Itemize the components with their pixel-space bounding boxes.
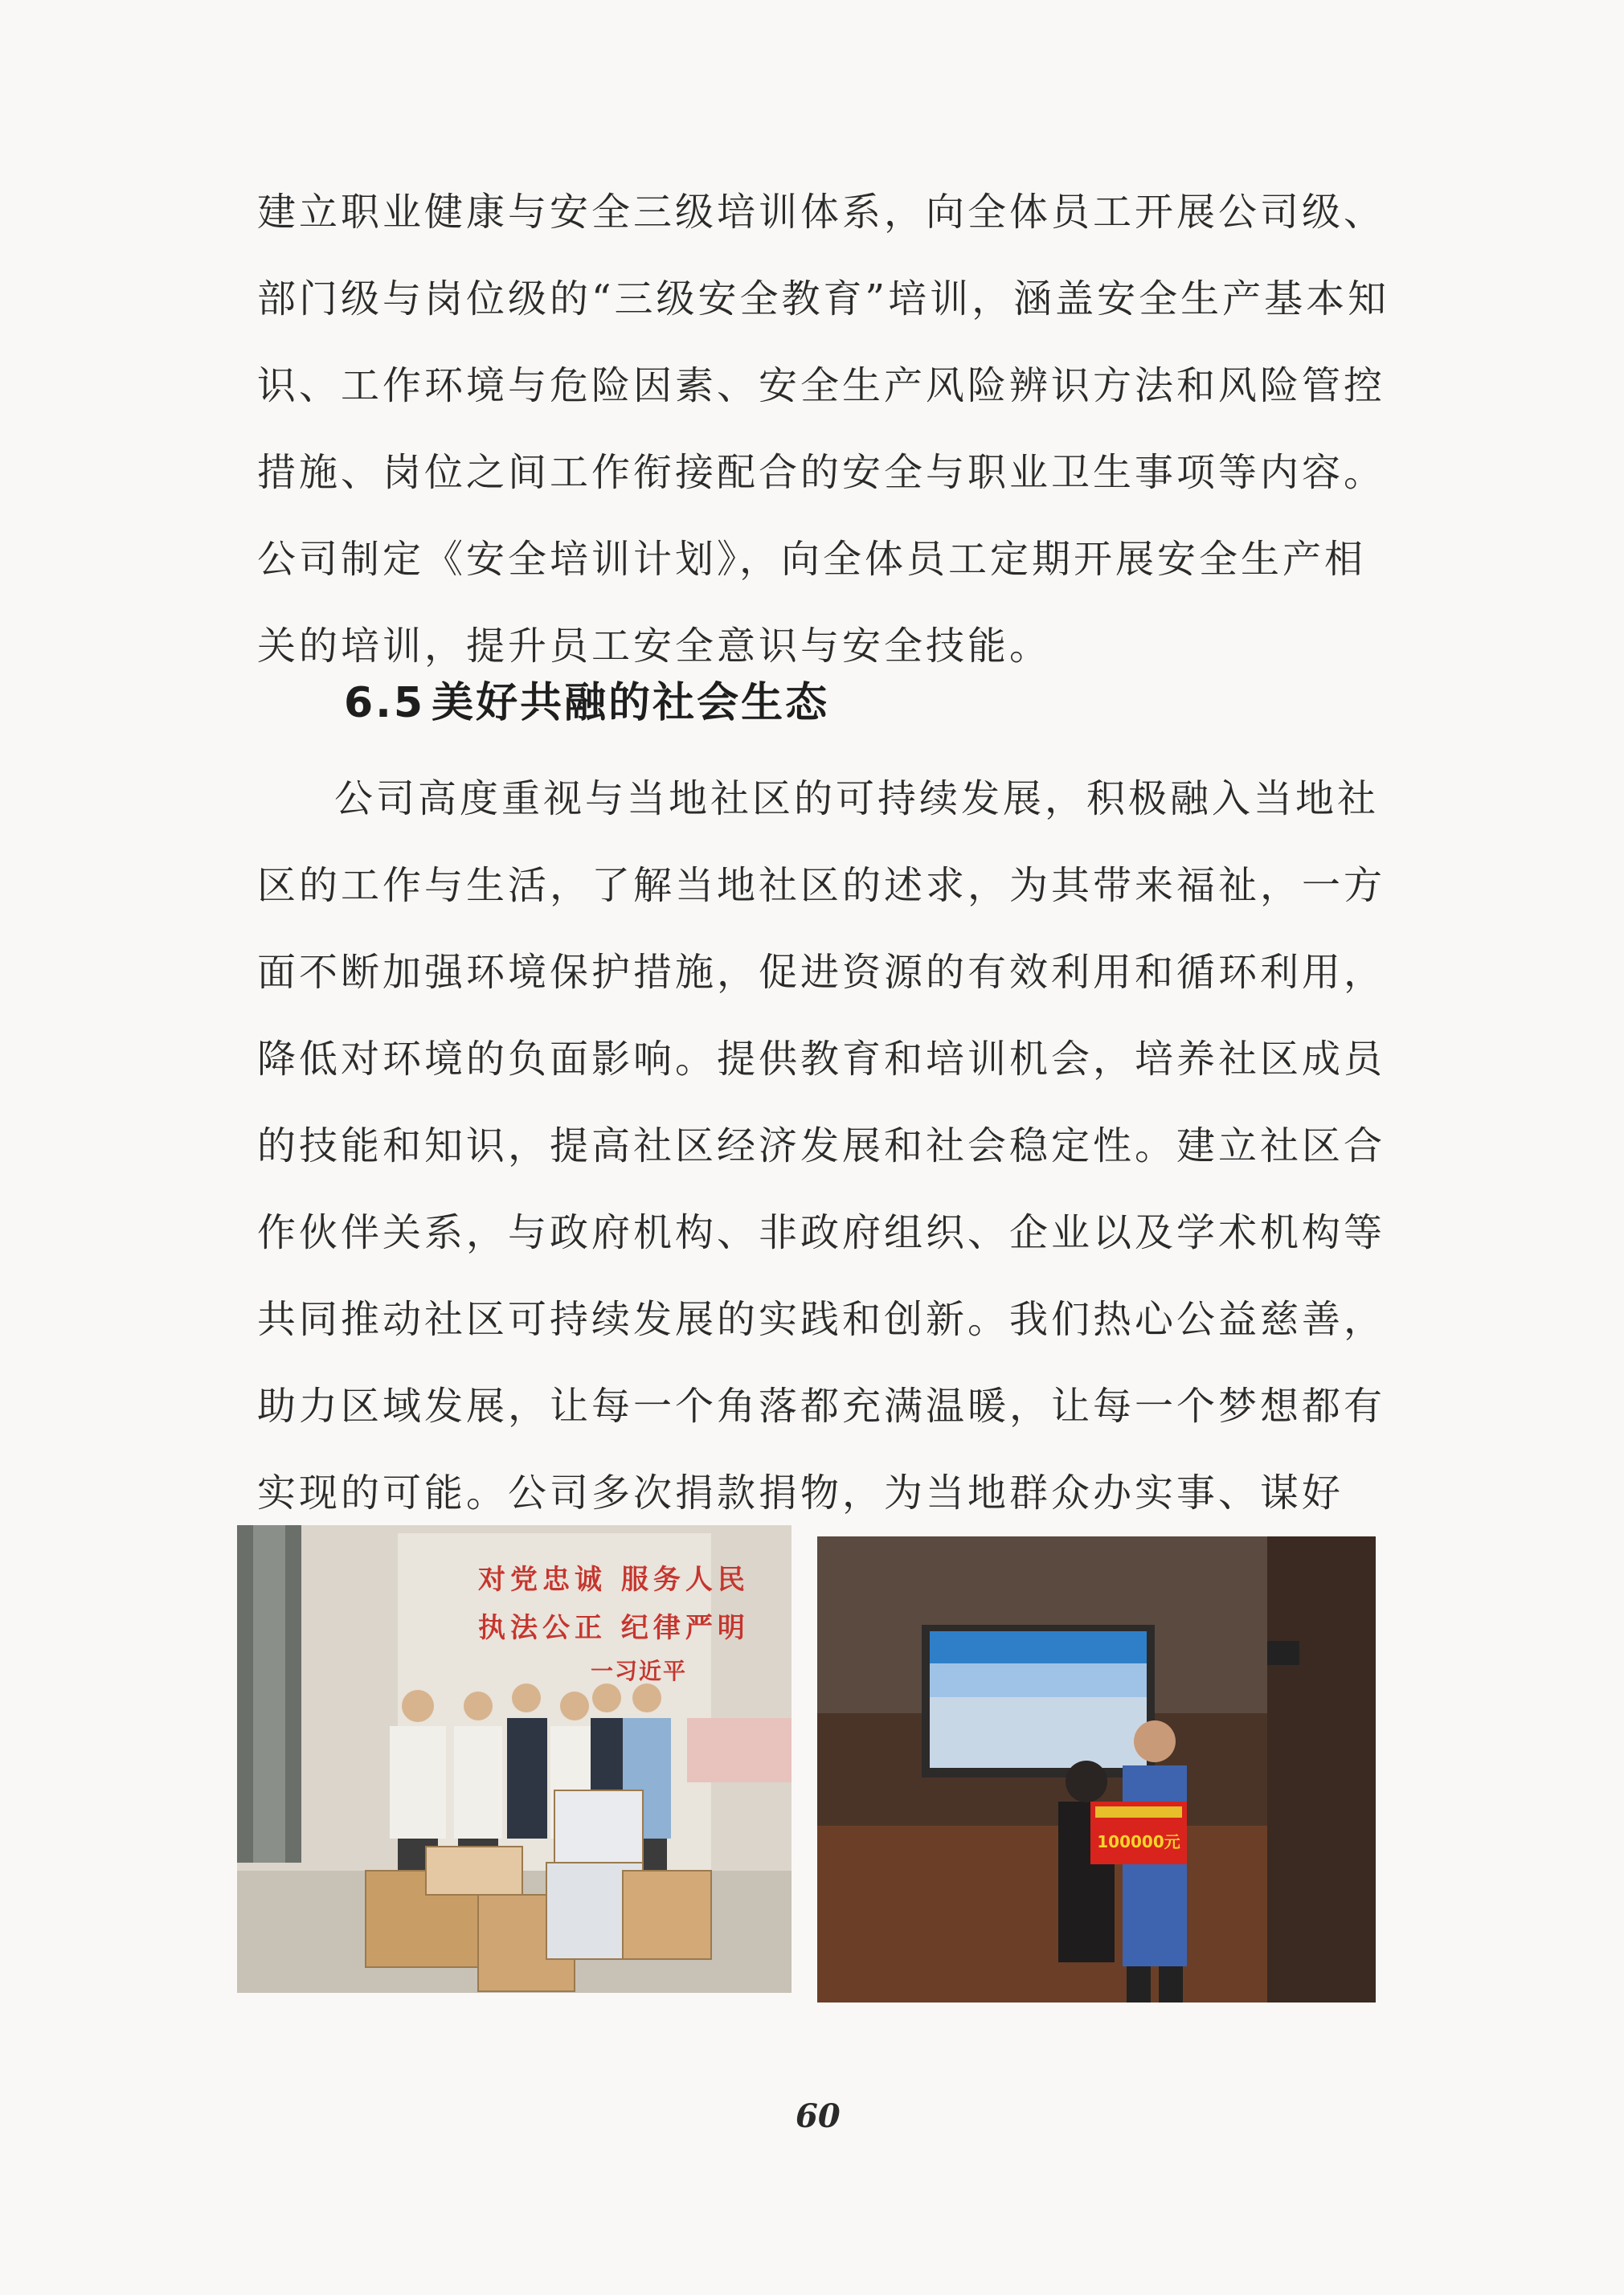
section-heading — [344, 669, 829, 729]
banner-line-1: 对党忠诚 服务人民 — [478, 1564, 750, 1596]
banner-line-2: 执法公正 纪律严明 — [478, 1612, 750, 1644]
section-number: 6.5 — [344, 679, 426, 727]
paragraph-training: 建立职业健康与安全三级培训体系，向全体员工开展公司级、部门级与岗位级的“三级安全教育”培训，涵盖安全生产基本知识、工作环境与危险因素、安全生产风险辨识方法和风险管控措施、岗位之间工作衔接配合的安全与职业卫生事项等内容。公司制定《安全培训计划》，向全体员工定期开展安全生产相关的培训，提升员工安全意识与安全技能。 — [257, 190, 1390, 669]
photo-cash-donation — [817, 1536, 1376, 2002]
banner-signature: 一习近平 — [591, 1658, 688, 1684]
donation-board-amount: 100000元 — [1097, 1832, 1180, 1851]
photo-cash-donation-image — [817, 1536, 1376, 2002]
section-title: 美好共融的社会生态 — [432, 679, 830, 727]
page-number: 60 — [796, 2097, 841, 2135]
photo-goods-donation — [237, 1525, 792, 1993]
paragraph-community: 公司高度重视与当地社区的可持续发展，积极融入当地社区的工作与生活，了解当地社区的述求，为其带来福祉，一方面不断加强环境保护措施，促进资源的有效利用和循环利用，降低对环境的负面影响。提供教育和培训机会，培养社区成员的技能和知识，提高社区经济发展和社会稳定性。建立社区合作伙伴关系，与政府机构、非政府组织、企业以及学术机构等共同推动社区可持续发展的实践和创新。我们热心公益慈善，助力区域发展，让每一个角落都充满温暖，让每一个梦想都有实现的可能。公司多次捐款捐物，为当地群众办实事、谋好 — [257, 776, 1386, 1516]
